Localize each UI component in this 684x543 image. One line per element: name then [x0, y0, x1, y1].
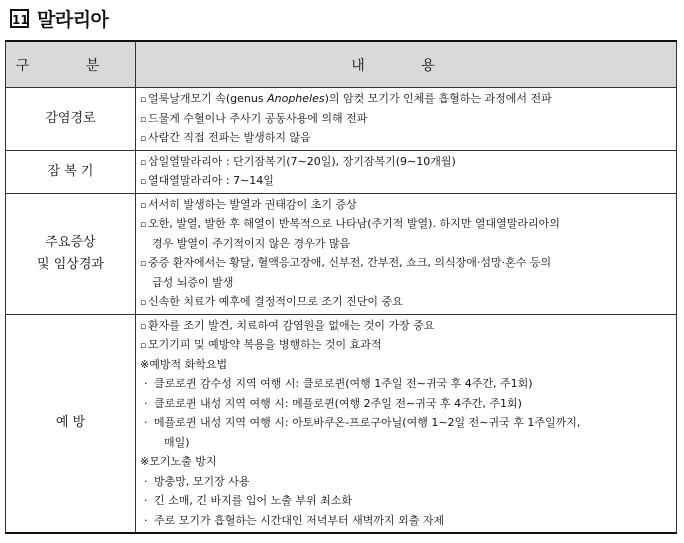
list-item-continuation: 급성 뇌증이 발생 [152, 275, 234, 289]
list-item: ▫ 드물게 수혈이나 주사기 공동사용에 의해 전파 [140, 111, 368, 125]
list-item-continuation: 매일) [164, 435, 190, 449]
list-item: ▫ 삼일열말라리아 : 단기잠복기(7∼20일), 장기잠복기(9∼10개월) [140, 154, 456, 168]
list-item: ▫ 모기기피 및 예방약 복용을 병행하는 것이 효과적 [140, 338, 382, 351]
list-item: · 긴 소매, 긴 바지를 입어 노출 부위 최소화 [144, 494, 352, 507]
list-item: · 메플로퀸 내성 지역 여행 시: 아토바쿠온-프로구아닐(여행 1∼2일 전∼귀국 후 1주일까지, [144, 416, 581, 429]
info-table [5, 40, 677, 534]
list-item: ▫ 신속한 치료가 예후에 결정적이므로 조기 진단이 중요 [140, 295, 403, 308]
list-item: ▫ 중증 환자에서는 황달, 혈액응고장애, 신부전, 간부전, 쇼크, 의식장애·섬망·혼수 등의 [140, 256, 552, 269]
list-item: · 클로로퀸 감수성 지역 여행 시: 클로로퀸(여행 1주일 전∼귀국 후 4주간, 주1회) [144, 377, 533, 390]
list-item: · 클로로퀸 내성 지역 여행 시: 메플로퀸(여행 2주일 전∼귀국 후 4주간, 주1회) [144, 396, 522, 410]
subheading: ※모기노출 방지 [140, 455, 217, 468]
table-row [6, 150, 677, 193]
list-item: ▫ 사람간 직접 전파는 발생하지 않음 [140, 131, 311, 144]
section-title-text: 말라리아 [37, 8, 109, 31]
list-item: ▫ 서서히 발생하는 발열과 권태감이 초기 증상 [140, 197, 357, 211]
section-number-box: 11 [10, 9, 29, 28]
subheading: ※예방적 화학요법 [140, 357, 228, 371]
header-category: 구 분 [6, 41, 136, 88]
table-row [6, 314, 677, 533]
section-title [10, 6, 108, 30]
row-content [136, 150, 677, 193]
row-category: 주요증상 및 임상경과 [6, 193, 136, 314]
table-header-row [6, 41, 677, 88]
header-content: 내 용 [136, 41, 677, 88]
list-item: ▫ 오한, 발열, 발한 후 해열이 반복적으로 나타남(주기적 발열). 하지만 열대열말라리아의 [140, 217, 560, 230]
list-item: ▫ 열대열말라리아 : 7∼14일 [140, 174, 274, 187]
list-item: · 주로 모기가 흡혈하는 시간대인 저녁부터 새벽까지 외출 자제 [144, 513, 445, 527]
row-category: 잠 복 기 [6, 150, 136, 193]
table-row [6, 193, 677, 314]
table-row [6, 88, 677, 151]
list-item: · 방충망, 모기장 사용 [144, 474, 250, 488]
list-item: ▫ 얼룩날개모기 속(genus Anopheles)의 암컷 모기가 인체를 흡혈하는 과정에서 전파 [140, 92, 552, 105]
list-item: ▫ 환자를 조기 발견, 치료하여 감염원을 없애는 것이 가장 중요 [140, 318, 435, 332]
row-category: 예 방 [6, 314, 136, 533]
row-category: 감염경로 [6, 88, 136, 151]
list-item-continuation: 경우 발열이 주기적이지 않은 경우가 많음 [152, 236, 351, 250]
row-content [136, 88, 677, 151]
row-content [136, 314, 677, 533]
row-content [136, 193, 677, 314]
